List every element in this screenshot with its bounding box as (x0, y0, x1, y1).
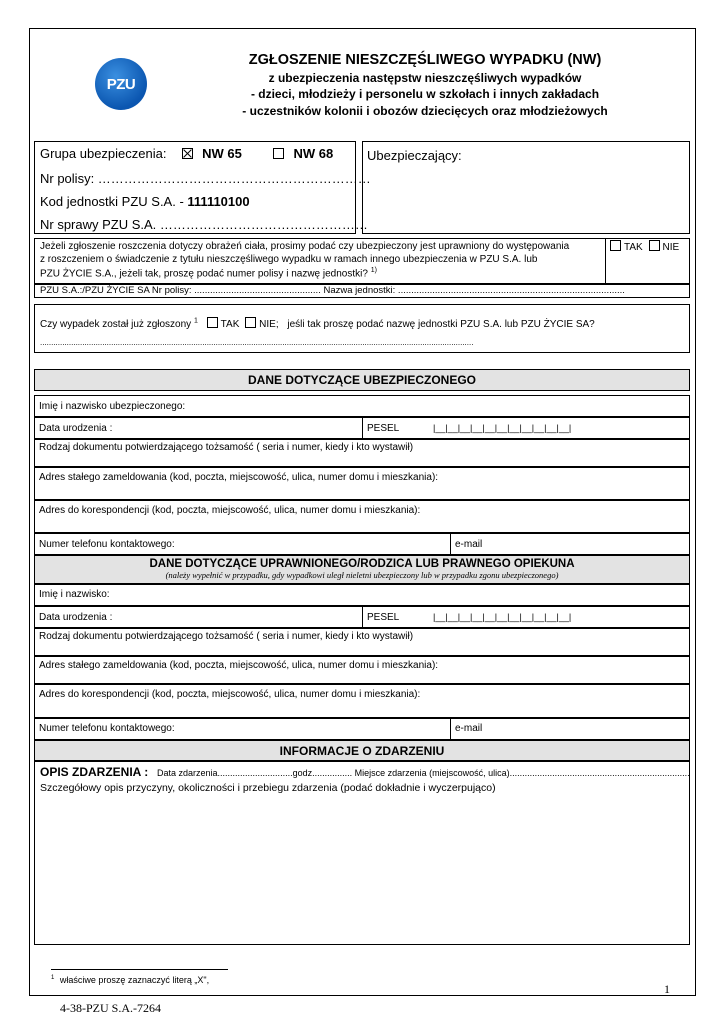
pzu-policy-line[interactable]: PZU S.A.:/PZU ŻYCIE SA Nr polisy: ................................................ Nazwa jednostki: ...................................................................................... (40, 285, 625, 296)
insured-pesel-label: PESEL (367, 423, 400, 434)
divider (450, 533, 451, 555)
claim-question-line3 (40, 267, 377, 279)
nw65-label: NW 65 (202, 146, 242, 161)
insured-name-label: Imię i nazwisko ubezpieczonego: (39, 401, 186, 412)
reported-dots[interactable]: ................................................................................................................................................................................................... (40, 338, 474, 347)
policy-number-field[interactable]: Nr polisy: ……………………………………………………… (40, 171, 371, 186)
pzu-logo: PZU (95, 58, 147, 110)
divider (362, 417, 363, 439)
guardian-section-header (34, 555, 690, 584)
unit-code-field (40, 194, 250, 209)
guardian-pesel-label: PESEL (367, 612, 400, 623)
guardian-email-label: e-mail (455, 723, 483, 734)
reported-question (40, 317, 595, 330)
group-label: Grupa ubezpieczenia: (40, 146, 167, 161)
claim-question-line1: Jeżeli zgłoszenie roszczenia dotyczy obrażeń ciała, prosimy podać czy ubezpieczony jest uprawniony do występowania (40, 241, 570, 252)
claim-nie-label: NIE (662, 242, 680, 253)
divider (605, 238, 606, 284)
footnote-text: właściwe proszę zaznaczyć literą „X", (59, 975, 210, 985)
case-number-field[interactable]: Nr sprawy PZU S.A. ………………………………………… (40, 217, 368, 232)
insurance-group (40, 146, 333, 161)
claim-yes-no (610, 240, 679, 253)
reported-tak-checkbox[interactable] (207, 317, 218, 328)
insured-id-label: Rodzaj dokumentu potwierdzającego tożsamość ( seria i numer, kiedy i kto wystawił) (39, 442, 414, 453)
insured-pesel-boxes[interactable]: |__|__|__|__|__|__|__|__|__|__|__| (433, 423, 572, 433)
reported-footnote-ref: 1 (193, 317, 198, 325)
reported-question-text: Czy wypadek został już zgłoszony (40, 319, 192, 330)
insured-email-label: e-mail (455, 539, 483, 550)
form-subtitle-1: z ubezpieczenia następstw nieszczęśliwych wypadków (268, 71, 582, 85)
footnote-rule (51, 969, 228, 970)
insured-phone-label: Numer telefonu kontaktowego: (39, 539, 175, 550)
claim-nie-checkbox[interactable] (649, 240, 660, 251)
claim-question-text: PZU ŻYCIE S.A., jeżeli tak, proszę podać numer polisy i nazwę jednostki? (40, 268, 368, 280)
guardian-address-label: Adres stałego zameldowania (kod, poczta, miejscowość, ulica, numer domu i mieszkania): (39, 660, 439, 671)
nw68-checkbox[interactable] (273, 148, 284, 159)
footnote-sup: 1 (51, 975, 55, 981)
claim-tak-checkbox[interactable] (610, 240, 621, 251)
incident-section-header: INFORMACJE O ZDARZENIU (34, 740, 690, 761)
claim-tak-label: TAK (624, 242, 643, 253)
reported-tak-label: TAK (220, 319, 240, 330)
unit-code-value: 111110100 (187, 194, 250, 209)
form-code: 4-38-PZU S.A.-7264 (60, 1001, 161, 1015)
insurer-label: Ubezpieczający: (367, 148, 462, 163)
nw65-checkbox[interactable] (182, 148, 193, 159)
claim-question-line2: z roszczeniem o świadczenie z tytułu nieszczęśliwego wypadku w ramach innego ubezpieczenia w PZU S.A. lub (40, 254, 538, 265)
guardian-dob-label: Data urodzenia : (39, 612, 113, 623)
nw68-label: NW 68 (293, 146, 334, 161)
incident-detailed-label: Szczegółowy opis przyczyny, okoliczności i przebiegu zdarzenia (podać dokładnie i wyczerpująco) (40, 782, 496, 794)
divider (362, 606, 363, 628)
guardian-phone-label: Numer telefonu kontaktowego: (39, 723, 175, 734)
reported-nie-checkbox[interactable] (245, 317, 256, 328)
incident-details: Data zdarzenia..............................godz................ Miejsce zdarzenia (miejscowość, ulica)........................................................................ (157, 768, 690, 778)
form-subtitle-2: - dzieci, młodzieży i personelu w szkołach i innych zakładach (250, 87, 600, 101)
insured-section-header: DANE DOTYCZĄCE UBEZPIECZONEGO (34, 369, 690, 391)
guardian-corr-label: Adres do korespondencji (kod, poczta, miejscowość, ulica, numer domu i mieszkania): (39, 689, 421, 700)
guardian-section-note: (należy wypełnić w przypadku, gdy wypadkowi uległ nieletni ubezpieczony lub w przypadku zgonu ubezpieczonego) (165, 570, 559, 580)
guardian-pesel-boxes[interactable]: |__|__|__|__|__|__|__|__|__|__|__| (433, 612, 572, 622)
form-subtitle-3: - uczestników kolonii i obozów dziecięcych oraz młodzieżowych (242, 104, 608, 118)
divider (450, 718, 451, 740)
insured-address-label: Adres stałego zameldowania (kod, poczta, miejscowość, ulica, numer domu i mieszkania): (39, 472, 439, 483)
incident-opis-label: OPIS ZDARZENIA : (40, 765, 149, 779)
insured-corr-label: Adres do korespondencji (kod, poczta, miejscowość, ulica, numer domu i mieszkania): (39, 505, 421, 516)
reported-tail: jeśli tak proszę podać nazwę jednostki PZU S.A. lub PZU ŻYCIE SA? (287, 319, 595, 330)
reported-nie-label: NIE; (259, 319, 279, 330)
guardian-name-label: Imię i nazwisko: (39, 589, 110, 600)
guardian-name-row[interactable] (34, 584, 690, 606)
guardian-section-title: DANE DOTYCZĄCE UPRAWNIONEGO/RODZICA LUB PRAWNEGO OPIEKUNA (149, 558, 575, 570)
form-title: ZGŁOSZENIE NIESZCZĘŚLIWEGO WYPADKU (NW) (248, 52, 602, 68)
footnote-ref: 1) (370, 267, 377, 274)
insured-dob-label: Data urodzenia : (39, 423, 113, 434)
incident-summary (40, 765, 690, 779)
footnote (51, 975, 209, 985)
page-number: 1 (664, 982, 670, 996)
unit-code-label: Kod jednostki PZU S.A. - (40, 194, 188, 209)
guardian-id-label: Rodzaj dokumentu potwierdzającego tożsamość ( seria i numer, kiedy i kto wystawił) (39, 631, 414, 642)
